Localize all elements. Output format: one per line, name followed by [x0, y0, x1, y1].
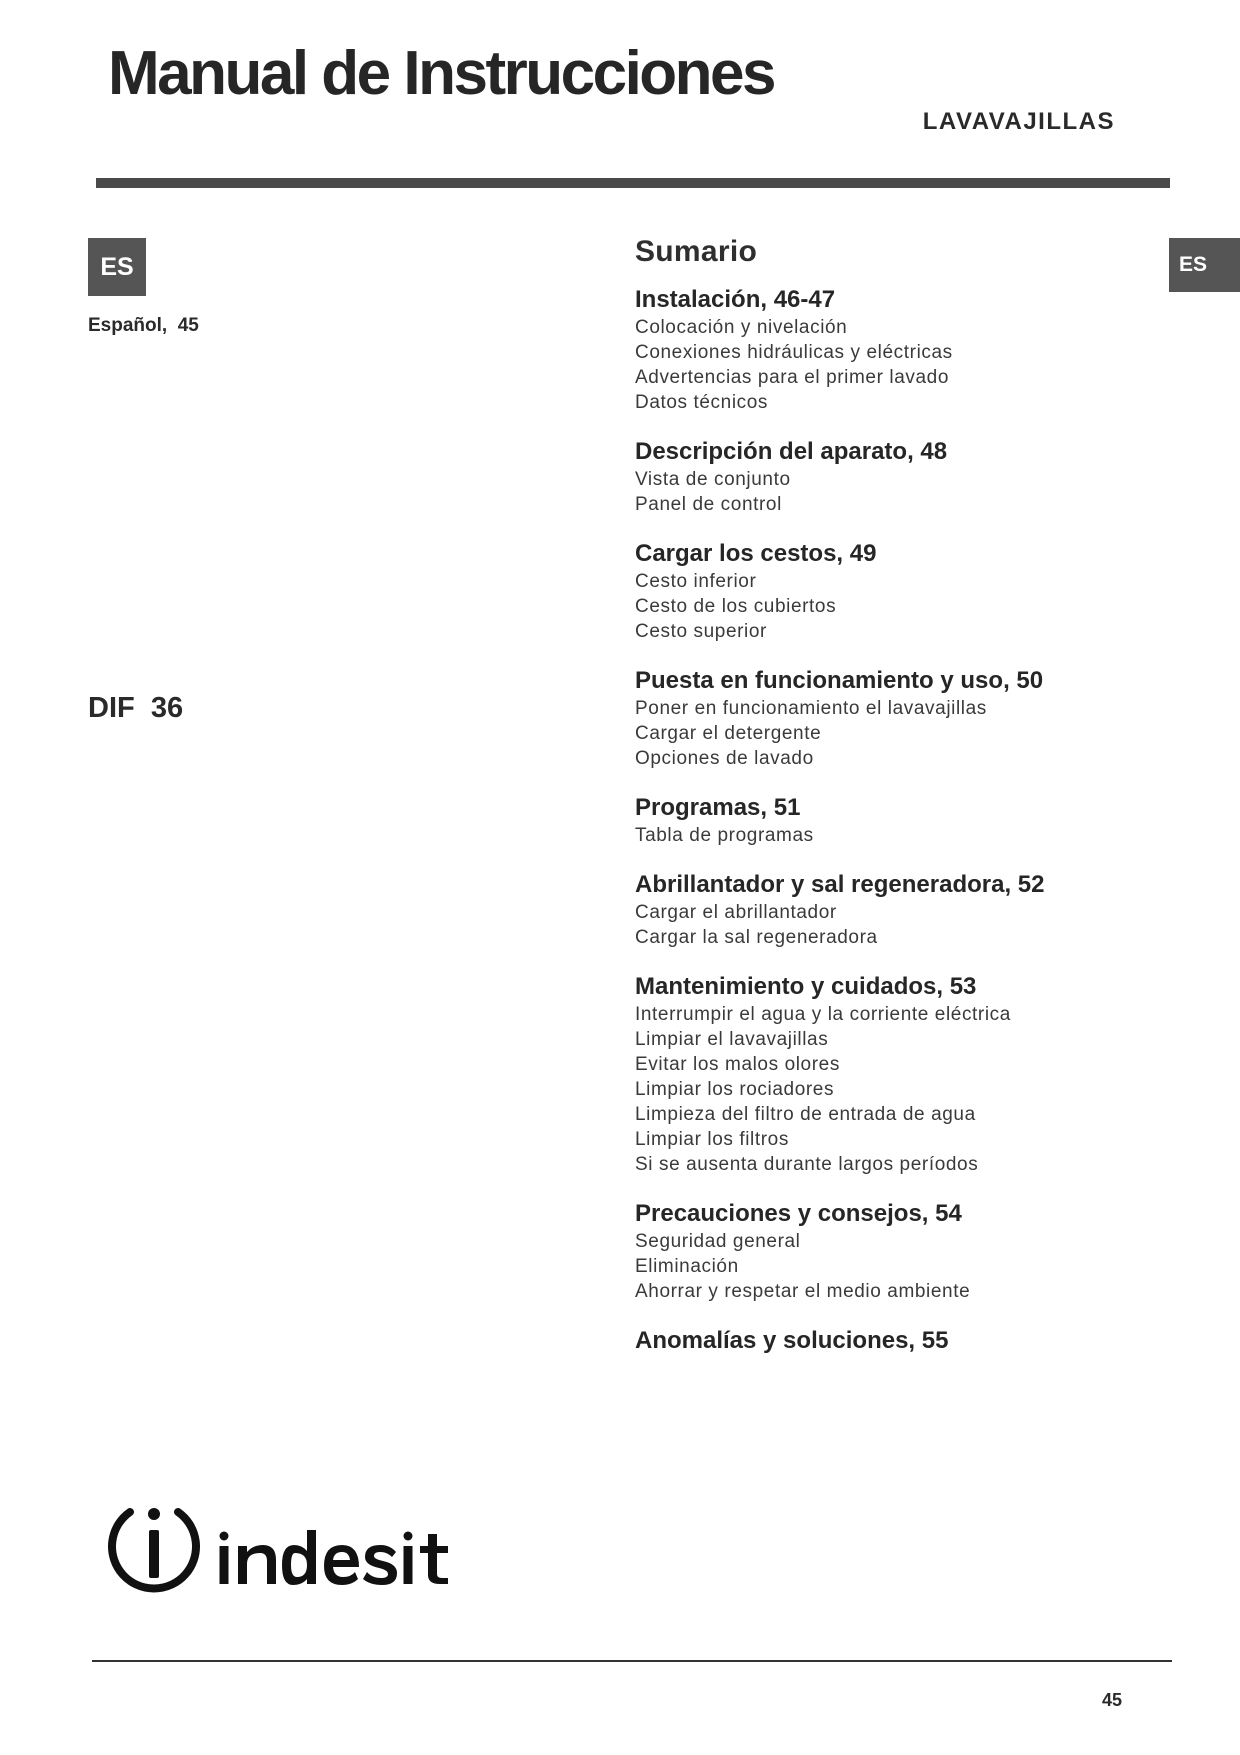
- section-item[interactable]: Datos técnicos: [635, 392, 769, 413]
- section-heading[interactable]: Abrillantador y sal regeneradora, 52: [635, 871, 1045, 898]
- section-heading[interactable]: Descripción del aparato, 48: [635, 438, 948, 465]
- section-item[interactable]: Cargar el abrillantador: [635, 902, 837, 923]
- header-divider: [96, 178, 1170, 188]
- section-heading[interactable]: Mantenimiento y cuidados, 53: [635, 973, 977, 1000]
- section-heading[interactable]: Anomalías y soluciones, 55: [635, 1327, 949, 1354]
- section-item[interactable]: Cesto de los cubiertos: [635, 596, 837, 617]
- contents-sections: [635, 284, 1155, 1356]
- section-item[interactable]: Cargar la sal regeneradora: [635, 927, 878, 948]
- language-badge: ES: [88, 238, 146, 296]
- language-tab: ES: [1169, 238, 1240, 292]
- section-item[interactable]: Colocación y nivelación: [635, 317, 848, 338]
- language-index-link[interactable]: Español, 45: [88, 315, 199, 336]
- section-heading[interactable]: Puesta en funcionamiento y uso, 50: [635, 667, 1044, 694]
- section-item[interactable]: Cargar el detergente: [635, 723, 822, 744]
- indesit-logo: [106, 1504, 466, 1600]
- section-item[interactable]: Limpiar los filtros: [635, 1129, 789, 1150]
- section-item[interactable]: Cesto inferior: [635, 571, 757, 592]
- section-item[interactable]: Seguridad general: [635, 1231, 801, 1252]
- section-item[interactable]: Cesto superior: [635, 621, 767, 642]
- section-item[interactable]: Interrumpir el agua y la corriente eléctrica: [635, 1004, 1011, 1025]
- indesit-circle-i-icon: [112, 1508, 196, 1588]
- section-heading[interactable]: Instalación, 46-47: [635, 286, 836, 313]
- model-number: DIF 36: [88, 692, 184, 724]
- page-title: Manual de Instrucciones: [108, 39, 775, 108]
- section-heading[interactable]: Programas, 51: [635, 794, 801, 821]
- footer-divider: [92, 1660, 1172, 1662]
- section-item[interactable]: Poner en funcionamiento el lavavajillas: [635, 698, 987, 719]
- contents-section: [635, 869, 1155, 950]
- section-item[interactable]: Vista de conjunto: [635, 469, 791, 490]
- contents-section: [635, 1325, 1155, 1356]
- section-item[interactable]: Evitar los malos olores: [635, 1054, 840, 1075]
- indesit-wordmark: [220, 1530, 449, 1585]
- page-number: 45: [1101, 1690, 1122, 1710]
- section-item[interactable]: Si se ausenta durante largos períodos: [635, 1154, 979, 1175]
- section-item[interactable]: Limpieza del filtro de entrada de agua: [635, 1104, 976, 1125]
- section-item[interactable]: Conexiones hidráulicas y eléctricas: [635, 342, 953, 363]
- contents-section: [635, 284, 1155, 415]
- contents-section: [635, 792, 1155, 848]
- section-item[interactable]: Advertencias para el primer lavado: [635, 367, 949, 388]
- section-item[interactable]: Limpiar los rociadores: [635, 1079, 835, 1100]
- contents-section: [635, 436, 1155, 517]
- contents-section: [635, 665, 1155, 771]
- section-item[interactable]: Limpiar el lavavajillas: [635, 1029, 829, 1050]
- section-item[interactable]: Panel de control: [635, 494, 782, 515]
- product-category: LAVAVAJILLAS: [922, 108, 1115, 135]
- section-heading[interactable]: Precauciones y consejos, 54: [635, 1200, 962, 1227]
- contents-title: Sumario: [635, 235, 758, 268]
- contents-section: [635, 538, 1155, 644]
- section-item[interactable]: Ahorrar y respetar el medio ambiente: [635, 1281, 971, 1302]
- section-item[interactable]: Opciones de lavado: [635, 748, 814, 769]
- section-heading[interactable]: Cargar los cestos, 49: [635, 540, 877, 567]
- contents-section: [635, 971, 1155, 1177]
- section-item[interactable]: Tabla de programas: [635, 825, 814, 846]
- table-of-contents: [635, 232, 1155, 1377]
- section-item[interactable]: Eliminación: [635, 1256, 739, 1277]
- contents-section: [635, 1198, 1155, 1304]
